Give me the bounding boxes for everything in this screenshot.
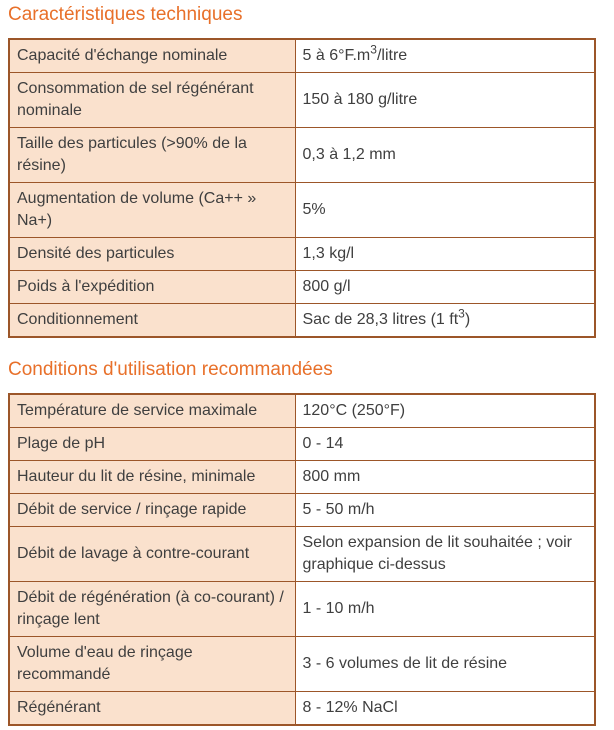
section-usage-conditions xyxy=(8,359,596,726)
spec-value-cell: 800 g/l xyxy=(295,271,595,304)
spec-label-cell: Capacité d'échange nominale xyxy=(9,39,295,73)
spec-row xyxy=(9,183,595,238)
spec-value-cell: 5% xyxy=(295,183,595,238)
spec-row xyxy=(9,271,595,304)
spec-value-cell: 0,3 à 1,2 mm xyxy=(295,128,595,183)
spec-label-cell: Densité des particules xyxy=(9,238,295,271)
spec-label-cell: Plage de pH xyxy=(9,428,295,461)
superscript: 3 xyxy=(370,42,377,57)
spec-label-cell: Volume d'eau de rinçage recommandé xyxy=(9,637,295,692)
spec-row xyxy=(9,527,595,582)
spec-label-cell: Consommation de sel régénérant nominale xyxy=(9,73,295,128)
spec-label-cell: Poids à l'expédition xyxy=(9,271,295,304)
spec-label-cell: Hauteur du lit de résine, minimale xyxy=(9,461,295,494)
spec-row xyxy=(9,238,595,271)
usage-conditions-table xyxy=(8,393,596,726)
spec-value-cell: 800 mm xyxy=(295,461,595,494)
spec-value-cell: 120°C (250°F) xyxy=(295,394,595,428)
spec-label-cell: Régénérant xyxy=(9,692,295,726)
spec-label-cell: Augmentation de volume (Ca++ » Na+) xyxy=(9,183,295,238)
spec-row xyxy=(9,428,595,461)
spec-row xyxy=(9,304,595,338)
spec-row xyxy=(9,128,595,183)
spec-label-cell: Débit de service / rinçage rapide xyxy=(9,494,295,527)
spec-value-cell: 5 - 50 m/h xyxy=(295,494,595,527)
section-title-technical: Caractéristiques techniques xyxy=(8,4,243,25)
spec-row xyxy=(9,39,595,73)
technical-spec-table xyxy=(8,38,596,338)
spec-row xyxy=(9,692,595,726)
usage-conditions-table-body xyxy=(9,394,595,725)
spec-value-cell: 3 - 6 volumes de lit de résine xyxy=(295,637,595,692)
section-title-usage-conditions: Conditions d'utilisation recommandées xyxy=(8,359,333,380)
spec-value-cell: Sac de 28,3 litres (1 $ft^3$) xyxy=(295,304,595,338)
spec-row xyxy=(9,637,595,692)
spec-row xyxy=(9,461,595,494)
spec-row xyxy=(9,73,595,128)
spec-label-cell: Température de service maximale xyxy=(9,394,295,428)
spec-row xyxy=(9,394,595,428)
technical-spec-table-body xyxy=(9,39,595,337)
spec-row xyxy=(9,582,595,637)
spec-value-cell: 0 - 14 xyxy=(295,428,595,461)
spec-label-cell: Débit de lavage à contre-courant xyxy=(9,527,295,582)
spec-value-cell: 1,3 kg/l xyxy=(295,238,595,271)
spec-label-cell: Conditionnement xyxy=(9,304,295,338)
spec-label-cell: Taille des particules (>90% de la résine) xyxy=(9,128,295,183)
spec-value-cell: 150 à 180 g/litre xyxy=(295,73,595,128)
spec-value-cell: Selon expansion de lit souhaitée ; voir graphique ci-dessus xyxy=(295,527,595,582)
spec-value-cell: 8 - 12% NaCl xyxy=(295,692,595,726)
superscript: 3 xyxy=(458,306,465,321)
spec-label-cell: Débit de régénération (à co-courant) / rinçage lent xyxy=(9,582,295,637)
section-technical-characteristics xyxy=(8,4,596,338)
spec-value-cell: 1 - 10 m/h xyxy=(295,582,595,637)
spec-row xyxy=(9,494,595,527)
spec-value-cell: 5 à $6^\circ F.m^3$/litre xyxy=(295,39,595,73)
